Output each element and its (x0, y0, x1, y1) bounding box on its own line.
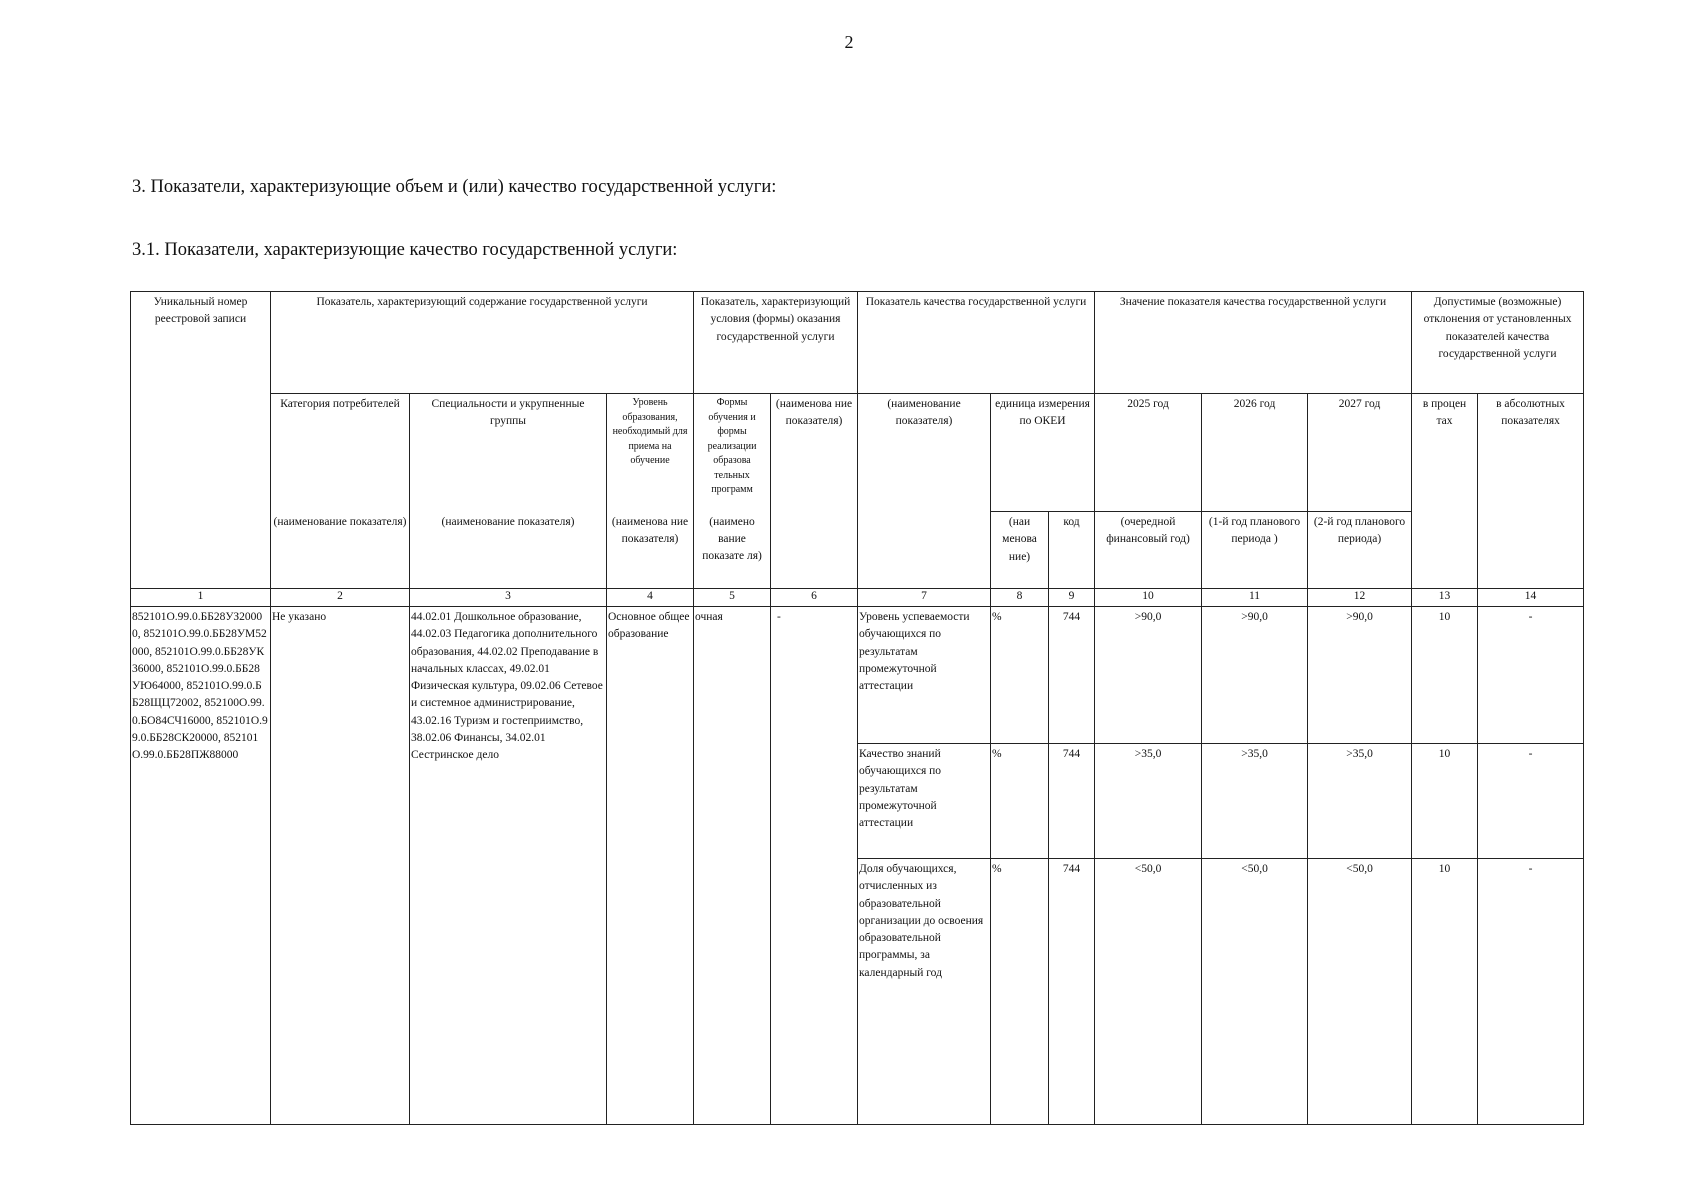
indicator-name: Качество знаний обучающихся по результатам промежуточной аттестации (858, 744, 991, 859)
column-number: 8 (991, 589, 1049, 607)
education-level: Основное общее образование (607, 607, 694, 1125)
conditions-indicator-value: - (771, 607, 858, 1125)
deviation-percent: 10 (1412, 607, 1478, 744)
column-number: 12 (1308, 589, 1412, 607)
deviation-absolute: - (1478, 744, 1584, 859)
value-2025: >90,0 (1095, 607, 1202, 744)
header-year-2025: 2025 год (1095, 394, 1202, 512)
subheader-unit-code: код (1049, 512, 1095, 589)
header-year-2027: 2027 год (1308, 394, 1412, 512)
header-quality: Показатель качества государственной услуги (858, 292, 1095, 394)
header-row-1 (131, 292, 1584, 394)
indicator-name: Уровень успеваемости обучающихся по результатам промежуточной аттестации (858, 607, 991, 744)
unit-code: 744 (1049, 744, 1095, 859)
table-row (131, 607, 1584, 744)
header-category: Категория потребителей (271, 394, 410, 512)
value-2025: >35,0 (1095, 744, 1202, 859)
quality-indicators-table (130, 291, 1584, 1125)
header-name-indicator-6: (наименова ние показателя) (771, 394, 858, 589)
header-deviation: Допустимые (возможные) отклонения от установленных показателей качества государственной услуги (1412, 292, 1584, 394)
subheader-name-5: (наимено вание показате ля) (694, 512, 771, 589)
column-number: 3 (410, 589, 607, 607)
column-numbers-row (131, 589, 1584, 607)
unit-code: 744 (1049, 859, 1095, 1125)
unit-name: % (991, 859, 1049, 1125)
value-2027: >90,0 (1308, 607, 1412, 744)
consumer-category: Не указано (271, 607, 410, 1125)
column-number: 9 (1049, 589, 1095, 607)
deviation-absolute: - (1478, 859, 1584, 1125)
header-values: Значение показателя качества государственной услуги (1095, 292, 1412, 394)
column-number: 10 (1095, 589, 1202, 607)
header-level: Уровень образования, необходимый для приема на обучение (607, 394, 694, 512)
value-2027: >35,0 (1308, 744, 1412, 859)
column-number: 4 (607, 589, 694, 607)
header-conditions: Показатель, характеризующий условия (формы) оказания государственной услуги (694, 292, 858, 394)
value-2026: >35,0 (1202, 744, 1308, 859)
subheader-name-2: (наименование показателя) (271, 512, 410, 589)
column-number: 6 (771, 589, 858, 607)
indicator-name: Доля обучающихся, отчисленных из образовательной организации до освоения образовательной программы, за календарный год (858, 859, 991, 1125)
header-unit: единица измерения по ОКЕИ (991, 394, 1095, 512)
header-forms: Формы обучения и формы реализации образова тельных программ (694, 394, 771, 512)
column-number: 5 (694, 589, 771, 607)
deviation-percent: 10 (1412, 744, 1478, 859)
deviation-percent: 10 (1412, 859, 1478, 1125)
value-2025: <50,0 (1095, 859, 1202, 1125)
section-3-title: 3. Показатели, характеризующие объем и (или) качество государственной услуги: (132, 177, 777, 197)
value-2026: >90,0 (1202, 607, 1308, 744)
header-name-indicator-7: (наименование показателя) (858, 394, 991, 589)
value-2027: <50,0 (1308, 859, 1412, 1125)
subheader-next-year: (очередной финансовый год) (1095, 512, 1202, 589)
unit-name: % (991, 744, 1049, 859)
subheader-plan-1: (1-й год планового периода ) (1202, 512, 1308, 589)
subheader-name-3: (наименование показателя) (410, 512, 607, 589)
deviation-absolute: - (1478, 607, 1584, 744)
header-registry: Уникальный номер реестровой записи (131, 292, 271, 589)
column-number: 2 (271, 589, 410, 607)
unit-code: 744 (1049, 607, 1095, 744)
page-number: 2 (844, 32, 854, 52)
subheader-unit-name: (наи менова ние) (991, 512, 1049, 589)
specialties-list: 44.02.01 Дошкольное образование, 44.02.03 Педагогика дополнительного образования, 44.02.02 Преподавание в начальных классах, 49.02.01 Физическая культура, 09.02.06 Сетевое и системное администрирование, 43.02.16 Туризм и гостеприимство, 38.02.06 Финансы, 34.02.01 Сестринское дело (410, 607, 607, 1125)
header-content: Показатель, характеризующий содержание государственной услуги (271, 292, 694, 394)
column-number: 14 (1478, 589, 1584, 607)
subheader-name-4: (наименова ние показателя) (607, 512, 694, 589)
header-absolute: в абсолютных показателях (1478, 394, 1584, 589)
header-row-2 (131, 394, 1584, 512)
column-number: 11 (1202, 589, 1308, 607)
column-number: 1 (131, 589, 271, 607)
column-number: 7 (858, 589, 991, 607)
header-year-2026: 2026 год (1202, 394, 1308, 512)
value-2026: <50,0 (1202, 859, 1308, 1125)
subheader-plan-2: (2-й год планового периода) (1308, 512, 1412, 589)
section-3-1-title: 3.1. Показатели, характеризующие качество государственной услуги: (132, 240, 678, 260)
header-percent: в процен тах (1412, 394, 1478, 589)
registry-numbers: 852101О.99.0.ББ28УЗ20000, 852101О.99.0.ББ28УМ52000, 852101О.99.0.ББ28УК36000, 852101О.99.0.ББ28УЮ64000, 852101О.99.0.ББ28ЩЦ72002, 852100О.99.0.БО84СЧ16000, 852101О.99.0.ББ28СК20000, 852101О.99.0.ББ28ПЖ88000 (131, 607, 271, 1125)
column-number: 13 (1412, 589, 1478, 607)
header-specialty: Специальности и укрупненные группы (410, 394, 607, 512)
unit-name: % (991, 607, 1049, 744)
education-form: очная (694, 607, 771, 1125)
